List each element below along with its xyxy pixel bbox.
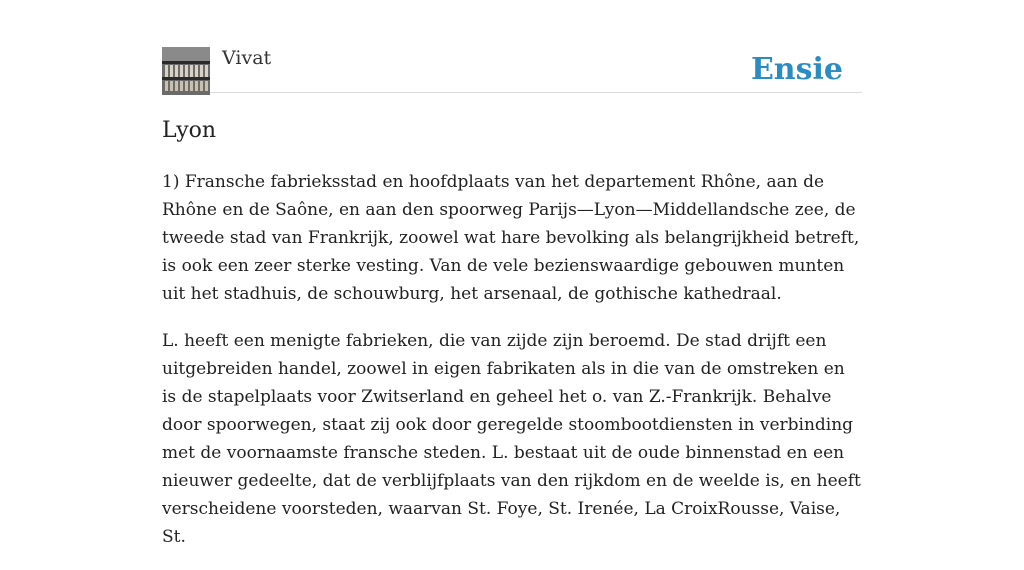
paragraph: 1) Fransche fabrieksstad en hoofdplaats van het departement Rhône, aan de Rhône en de Saône, en aan den spoorweg Parijs—Lyon—Middellandsche zee, de tweede stad van Frankrijk, zoowel wat hare bevolking als belangrijkheid betreft, is ook een zeer sterke vesting. Van de vele bezienswaardige gebouwen munten uit het stadhuis, de schouwburg, het arsenaal, de gothische kathedraal. (162, 172, 860, 304)
entry-title: Lyon (162, 118, 217, 143)
entry-body (162, 168, 862, 570)
brand-logo[interactable]: Ensie (750, 52, 843, 87)
avatar-image (162, 47, 210, 95)
header (162, 46, 862, 93)
author-name[interactable]: Vivat (222, 47, 272, 69)
bookshelf-avatar-icon[interactable] (162, 47, 210, 95)
paragraph: L. heeft een menigte fabrieken, die van zijde zijn beroemd. De stad drijft een uitgebreiden handel, zoowel in eigen fabrikaten als in die van de omstreken en is de stapelplaats voor Zwitserland en geheel het o. van Z.-Frankrijk. Behalve door spoorwegen, staat zij ook door geregelde stoombootdiensten in verbinding met de voornaamste fransche steden. L. bestaat uit de oude binnenstad en een nieuwer gedeelte, dat de verblijfplaats van den rijkdom en de weelde is, en heeft verscheidene voorsteden, waarvan St. Foye, St. Irenée, La CroixRousse, Vaise, St. (162, 331, 861, 547)
